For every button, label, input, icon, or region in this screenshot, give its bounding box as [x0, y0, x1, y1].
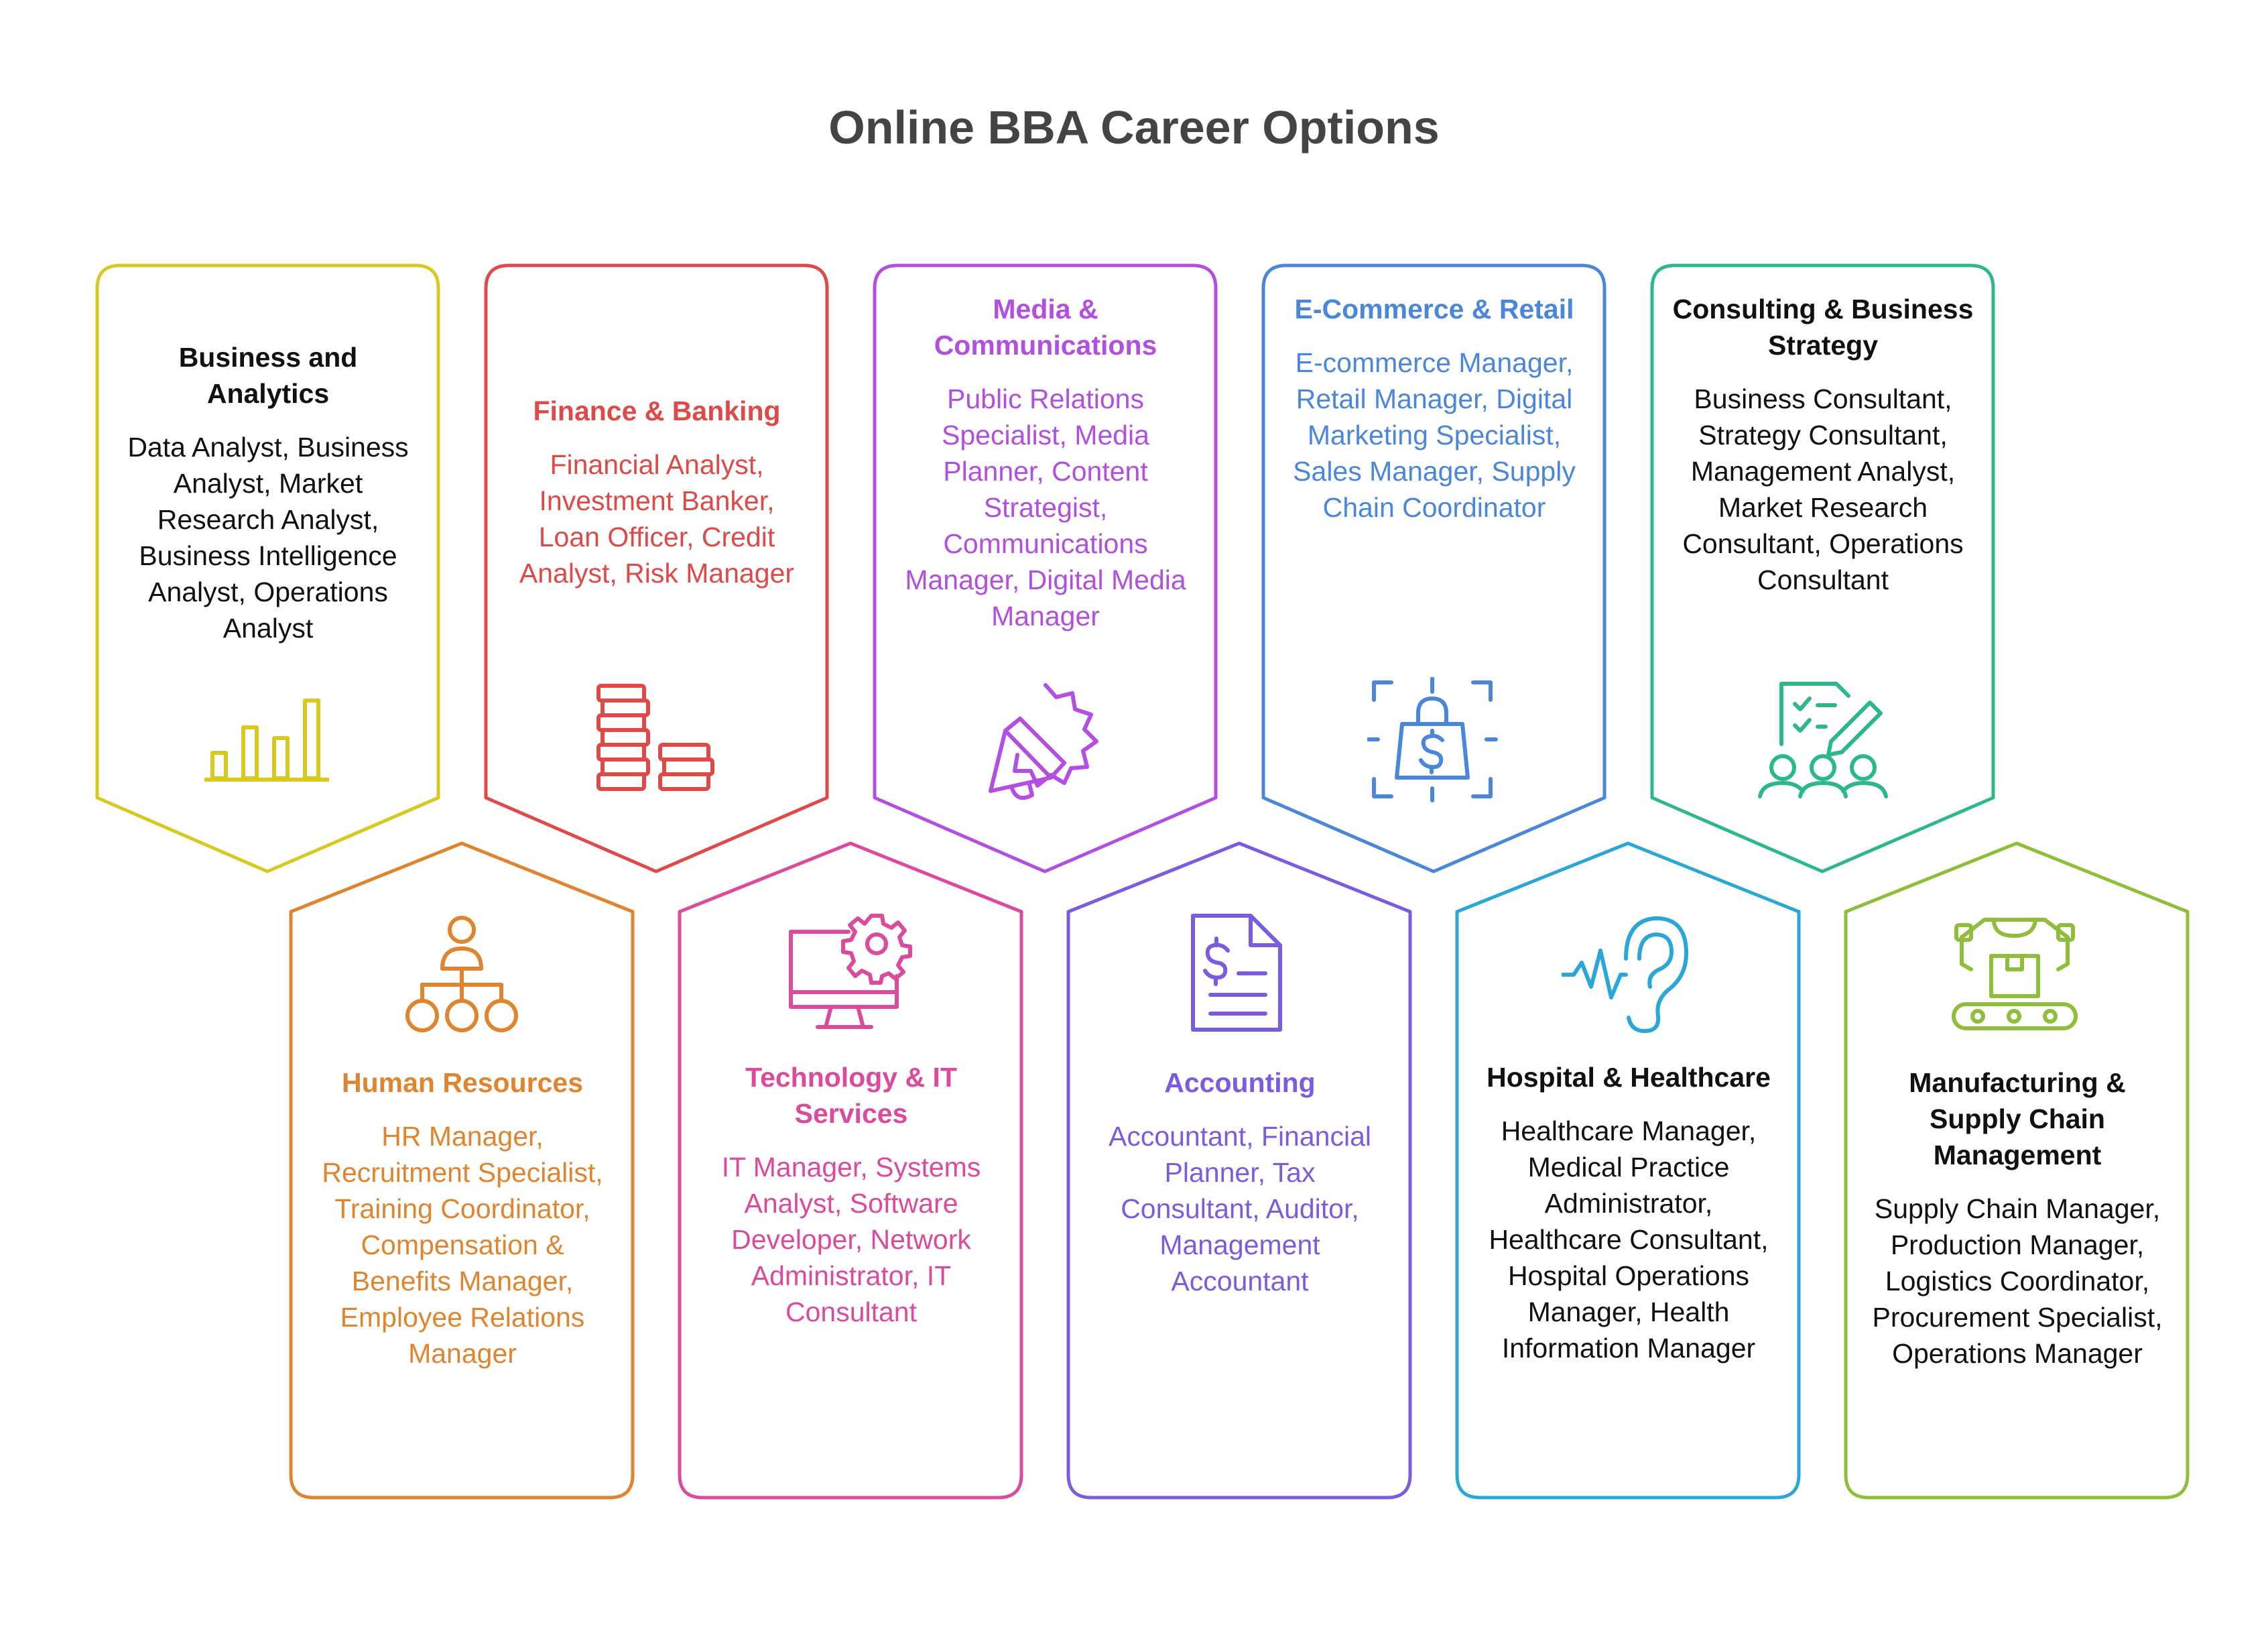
bar-chart-icon	[204, 694, 332, 784]
card-roles: Public Relations Specialist, Media Planner, Content Strategist, Communications Manager, Digital Media Manager	[905, 383, 1186, 631]
shopping-bag-dollar-icon	[1367, 677, 1498, 804]
monitor-gear-icon	[784, 912, 915, 1036]
card-title: Finance & Banking	[533, 396, 781, 426]
ear-soundwave-icon	[1562, 912, 1692, 1036]
team-checklist-icon	[1756, 677, 1890, 801]
card-hospital-healthcare	[1478, 1059, 1779, 1366]
card-roles: HR Manager, Recruitment Specialist, Training Coordinator, Compensation & Benefits Manager, Employee Relations Manager	[322, 1121, 603, 1369]
card-roles: Data Analyst, Business Analyst, Market Research Analyst, Business Intelligence Analyst, Operations Analyst	[127, 432, 409, 644]
card-business-analytics	[117, 339, 419, 646]
card-roles: Supply Chain Manager, Production Manager, Logistics Coordinator, Procurement Specialist, Operations Manager	[1872, 1193, 2163, 1369]
card-finance-banking	[509, 393, 804, 591]
card-roles: Accountant, Financial Planner, Tax Consultant, Auditor, Management Accountant	[1108, 1121, 1371, 1296]
card-consulting-strategy	[1672, 291, 1974, 598]
org-chart-icon	[402, 915, 523, 1036]
card-roles: Financial Analyst, Investment Banker, Loan Officer, Credit Analyst, Risk Manager	[519, 449, 795, 589]
card-manufacturing-supply	[1867, 1065, 2168, 1372]
card-roles: E-commerce Manager, Retail Manager, Digital Marketing Specialist, Sales Manager, Supply Chain Coordinator	[1293, 347, 1576, 523]
card-title: Human Resources	[341, 1067, 583, 1098]
card-ecommerce-retail	[1283, 291, 1585, 526]
card-title: Hospital & Healthcare	[1487, 1062, 1771, 1093]
card-title: Consulting & Business Strategy	[1672, 294, 1974, 361]
card-title: Technology & IT Services	[745, 1062, 957, 1129]
card-roles: IT Manager, Systems Analyst, Software Developer, Network Administrator, IT Consultant	[721, 1152, 981, 1327]
card-media-communications	[898, 291, 1193, 634]
card-human-resources	[315, 1065, 610, 1372]
megaphone-icon	[979, 677, 1113, 804]
page-title: Online BBA Career Options	[828, 101, 1440, 154]
card-title: Media & Communications	[934, 294, 1157, 361]
card-technology-it	[704, 1059, 999, 1330]
card-accounting	[1092, 1065, 1387, 1299]
card-title: Business and Analytics	[178, 342, 358, 409]
coin-stacks-icon	[593, 680, 717, 798]
dollar-document-icon	[1186, 912, 1287, 1036]
card-title: E-Commerce & Retail	[1294, 294, 1574, 324]
card-title: Accounting	[1164, 1067, 1316, 1098]
robot-arm-conveyor-icon	[1947, 912, 2084, 1036]
card-roles: Business Consultant, Strategy Consultant, Management Analyst, Market Research Consultant, Operations Consultant	[1682, 383, 1964, 595]
card-title: Manufacturing & Supply Chain Management	[1909, 1067, 2126, 1170]
card-roles: Healthcare Manager, Medical Practice Administrator, Healthcare Consultant, Hospital Operations Manager, Health Information Manager	[1489, 1115, 1769, 1364]
